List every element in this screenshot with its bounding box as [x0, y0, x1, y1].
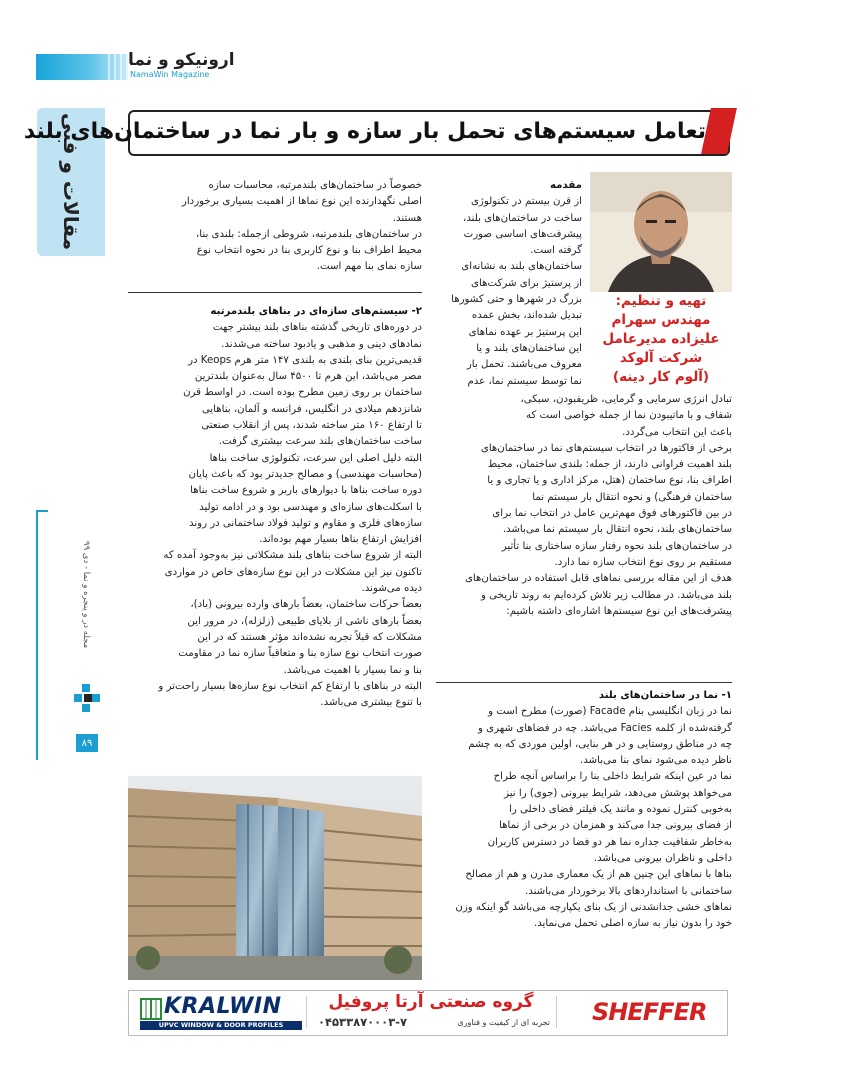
left-line: خصوصاً در ساختمان‌های بلندمرتبه، محاسبات سازه: [208, 180, 422, 191]
section-2-heading: ۲- سیستم‌های سازه‌ای در بناهای بلندمرتبه: [210, 306, 422, 317]
ad-tagline: تجربه ای از کیفیت و فناوری: [457, 1018, 550, 1027]
credits-line: علیزاده مدیرعامل: [602, 331, 720, 347]
intro-line: پیشرفت‌های این نوع سیستم‌ها اشاره‌ای داشته باشیم:: [506, 605, 732, 617]
credits-box: [590, 292, 732, 396]
credits: [590, 292, 732, 387]
intro-line: بلند اهمیت فراوانی دارند، از جمله: بلندی ساختمان، محیط: [487, 459, 732, 471]
intro-line: گرفته است.: [530, 245, 582, 257]
section-2-line: با تنوع بیشتری می‌باشد.: [320, 697, 422, 709]
page-number: ۸۹: [76, 734, 98, 752]
ad-divider: [306, 996, 307, 1028]
section-2-line: نمادهای دینی و مذهبی و یادبود ساخته می‌شدند.: [221, 338, 422, 350]
credits-label: تهیه و تنظیم:: [615, 293, 707, 309]
section-2-line: بنا و نما بسیار با اهمیت می‌باشد.: [283, 664, 422, 676]
section-1-line: خود را بدون نیاز به سازه اصلی تحمل می‌نماید.: [533, 918, 732, 930]
section-2-line: صورت انتخاب نوع سازه بنا و متعاقباً سازه نما در مقاومت: [178, 648, 422, 660]
building-photo: [128, 776, 422, 980]
kralwin-subtitle: UPVC WINDOW & DOOR PROFILES: [140, 1021, 302, 1030]
section-1-line: از فضای بیرونی جدا می‌کند و همزمان در برخی از نماها: [499, 820, 732, 832]
section-1-line: چه در مناطق روستایی و در هر بنایی، اولین موردی که به چشم: [468, 738, 732, 750]
section-2-line: دوره ساخت بناها با دیوارهای باربر و شروع ساخت بناها: [190, 485, 422, 497]
section-1-line: نما در عین اینکه شرایط داخلی بنا را براساس آنچه طراح: [493, 771, 732, 783]
intro-line: از قرن بیستم در تکنولوژی: [470, 196, 582, 208]
section-2-line: بعضاً حرکات ساختمان، بعضاً بارهای وارده بیرونی (باد)،: [190, 599, 422, 611]
intro-line: بلند می‌باشد. در مطالب زیر تلاش کرده‌ایم به روند تاریخی و: [480, 589, 732, 601]
section-2-line: البته از شروع ساخت بناهای بلند مشکلاتی نیز به‌وجود آمده که: [163, 550, 422, 562]
intro-line: بزرگ در شهرها و حتی کشورها: [451, 294, 582, 306]
section-1-line: ساختمانی با استانداردهای بالا برخوردار می‌باشند.: [525, 885, 732, 897]
intro-line: هدف از این مقاله بررسی نماهای قابل استفاده در ساختمان‌های: [464, 573, 732, 585]
section-2: [128, 304, 422, 711]
left-line: سازه نمای بنا مهم است.: [316, 261, 422, 273]
section-1-line: به‌خاطر شفافیت جداره نما هر دو فضا در دسترس کاربران: [487, 836, 732, 848]
issue-meta-wrap: [78, 520, 94, 670]
intro-line: ساختمان‌های بلند به نشانه‌ای: [461, 261, 582, 273]
section-rule: [436, 682, 732, 683]
side-rule: [36, 510, 38, 760]
section-2-line: در دوره‌های تاریخی گذشته بناهای بلند بیشتر جهت: [212, 322, 422, 334]
left-line: هستند.: [392, 212, 422, 224]
section-1: [436, 688, 732, 932]
left-top: [128, 178, 422, 276]
issue-meta: مجله در و پنجره و نما - دی ۹۹: [81, 541, 91, 649]
section-2-line: سازه‌های فلزی و مقاوم و تولید فولاد ساختمانی در روند: [188, 517, 422, 529]
intro-line: نما توسط سیستم نما، عدم: [467, 375, 582, 387]
section-2-line: افزایش ارتفاع بناها بسیار مهم بوده‌اند.: [259, 534, 422, 546]
intro-line: شفاف و با ماتیبودن نما از جمله خواصی است که: [526, 410, 732, 422]
left-line: محیط اطراف بنا و نوع کاربری بنا در نحوه انتخاب نوع: [196, 245, 422, 257]
intro-line: پیشرفت‌های اساسی صورت: [463, 228, 582, 240]
section-1-line: ناظر دیده می‌شود نمای بنا می‌باشد.: [579, 755, 732, 767]
intro-line: از پرستیژ برای شرکت‌های: [471, 277, 582, 289]
section-1-line: بناها با نماهای این چنین هم از یک معماری مدرن و هم از مصالح: [465, 869, 732, 881]
left-line: اصلی نگهدارنده این نوع نماها از اهمیت بسیاری برخوردار: [181, 196, 422, 208]
intro-line: معروف می‌باشند. تحمل بار: [466, 359, 582, 371]
intro-line: ساخت در ساختمان‌های بلند،: [463, 212, 582, 224]
author-portrait: [590, 172, 732, 292]
credits-line: شرکت آلوکد: [619, 350, 703, 366]
intro-line: ساختمان‌های بلند، نحوه انتقال بار سیستم نما می‌باشد.: [502, 524, 732, 536]
intro-narrow: [436, 178, 582, 390]
section-2-line: بعضاً بارهای ناشی از بلایای طبیعی (زلزله)، در مرور این: [187, 615, 422, 627]
intro-line: برخی از فاکتورها در انتخاب سیستم‌های نما در ساختمان‌های: [480, 442, 732, 454]
section-2-line: ساختمان بر روی زمین مطرح بوده است. در اواسط قرن: [183, 387, 422, 399]
sheffer-brand: SHEFFER: [592, 998, 707, 1026]
section-1-line: داخلی و ناظران بیرونی می‌باشد.: [593, 852, 732, 864]
grid-icon: [74, 684, 100, 714]
section-rule: [128, 292, 422, 293]
intro-line: باعث این انتخاب می‌گردد.: [622, 426, 732, 438]
section-2-line: دیده می‌شوند.: [361, 583, 422, 595]
intro-line: در بین فاکتورهای فوق مهم‌ترین عامل در انتخاب نما برای: [492, 508, 732, 520]
section-2-line: تاکنون نیز این مشکلات در این نوع سازه‌های خاص در مواردی: [164, 566, 422, 578]
section-1-line: می‌خواهد پوشش می‌دهد، شرایط بیرونی (جوی) را نیز: [504, 787, 732, 799]
section-1-line: به‌خوبی کنترل نموده و مانند یک فیلتر فضای داخلی را: [509, 804, 732, 816]
intro-line: تبدیل شده‌اند، بخش عمده: [471, 310, 582, 322]
section-2-line: با اسکلت‌های سازه‌ای و مهندسی بود و در ادامه تولید: [199, 501, 422, 513]
side-rule-tick: [36, 510, 48, 512]
intro-line: این ساختمان‌های بلند و یا: [476, 342, 582, 354]
ad-phone: ۰۴۵۳۳۸۷۰۰۰۳-۷: [318, 1015, 408, 1029]
section-2-line: (محاسبات مهندسی) و مصالح جدیدتر بود که باعث پایان: [188, 468, 422, 480]
kralwin-brand: KRALWIN: [164, 994, 282, 1019]
section-2-line: تا ارتفاع ۱۶۰ متر ساخته شدند، پس از انقلاب صنعتی: [201, 420, 422, 432]
section-2-line: مشکلات که قبلاً تجربه نشده‌اند مؤثر هستند که در این: [197, 631, 422, 643]
intro-line: این پرستیژ بر عهده نماهای: [468, 326, 582, 338]
intro-heading: مقدمه: [549, 180, 582, 191]
section-2-line: ساخت ساختمان‌های بلند سرعت بیشتری گرفت.: [218, 436, 422, 448]
ad-divider: [556, 996, 557, 1028]
credits-line: مهندس سهرام: [611, 312, 711, 328]
credits-line: (آلوم کار دینه): [612, 369, 710, 385]
intro-wide: [436, 392, 732, 620]
article-title: تعامل سیستم‌های تحمل بار سازه و بار نما در ساختمان‌های بلند: [23, 119, 706, 144]
section-1-line: نما در زبان انگلیسی بنام Facade (صورت) مطرح است و: [488, 706, 732, 718]
magazine-logo-text: ارونیکو و نما: [128, 50, 235, 70]
magazine-logo-bar: [36, 54, 128, 80]
magazine-logo-subtitle: NamaWin Magazine: [130, 70, 210, 79]
intro-line: در ساختمان‌های بلند نحوه رفتار سازه ساختاری بنا تأثیر: [501, 540, 732, 552]
section-2-line: البته دلیل اصلی این سرعت، تکنولوژی ساخت بناها: [209, 452, 422, 464]
ad-title: گروه صنعتی آرتا پروفیل: [328, 992, 534, 1012]
section-2-line: قدیمی‌ترین بنای بلندی به بلندی ۱۴۷ متر هرم Keops در: [188, 354, 422, 366]
section-1-line: نماهای خشی جدانشدنی از یک بنای یکپارچه می‌باشد گو اینکه وزن: [455, 901, 732, 913]
intro-line: اطراف بنا، نوع ساختمان (هتل، مرکز اداری و یا تجاری و یا: [487, 475, 732, 487]
section-2-line: مصر می‌باشد، این هرم تا ۴۵۰۰ سال به‌عنوان بلندترین: [194, 371, 422, 383]
left-line: در ساختمان‌های بلندمرتبه، شروطی ازجمله: بلندی بنا،: [196, 228, 422, 240]
section-2-line: البته در بناهای با ارتفاع کم انتخاب نوع سازه‌ها بسیار راحت‌تر و: [158, 680, 422, 692]
intro-line: مستقیم بر روی نوع انتخاب سازه نما دارد.: [554, 556, 732, 568]
section-1-line: گرفته‌شده از کلمه Facies می‌باشد. چه در فضاهای شهری و: [478, 722, 732, 734]
section-1-heading: ۱- نما در ساختمان‌های بلند: [598, 690, 732, 701]
intro-line: ساختمان فرهنگی) و نحوه انتقال بار سیستم نما: [532, 491, 732, 503]
section-tab-label: مقالات و فنی: [59, 113, 83, 251]
window-icon: [140, 998, 162, 1020]
section-2-line: شانزدهم میلادی در انگلیس، فرانسه و آلمان، بناهایی: [201, 403, 422, 415]
intro-line: تبادل انرژی سرمایی و گرمایی، ظریفبودن، سبکی،: [520, 394, 732, 405]
